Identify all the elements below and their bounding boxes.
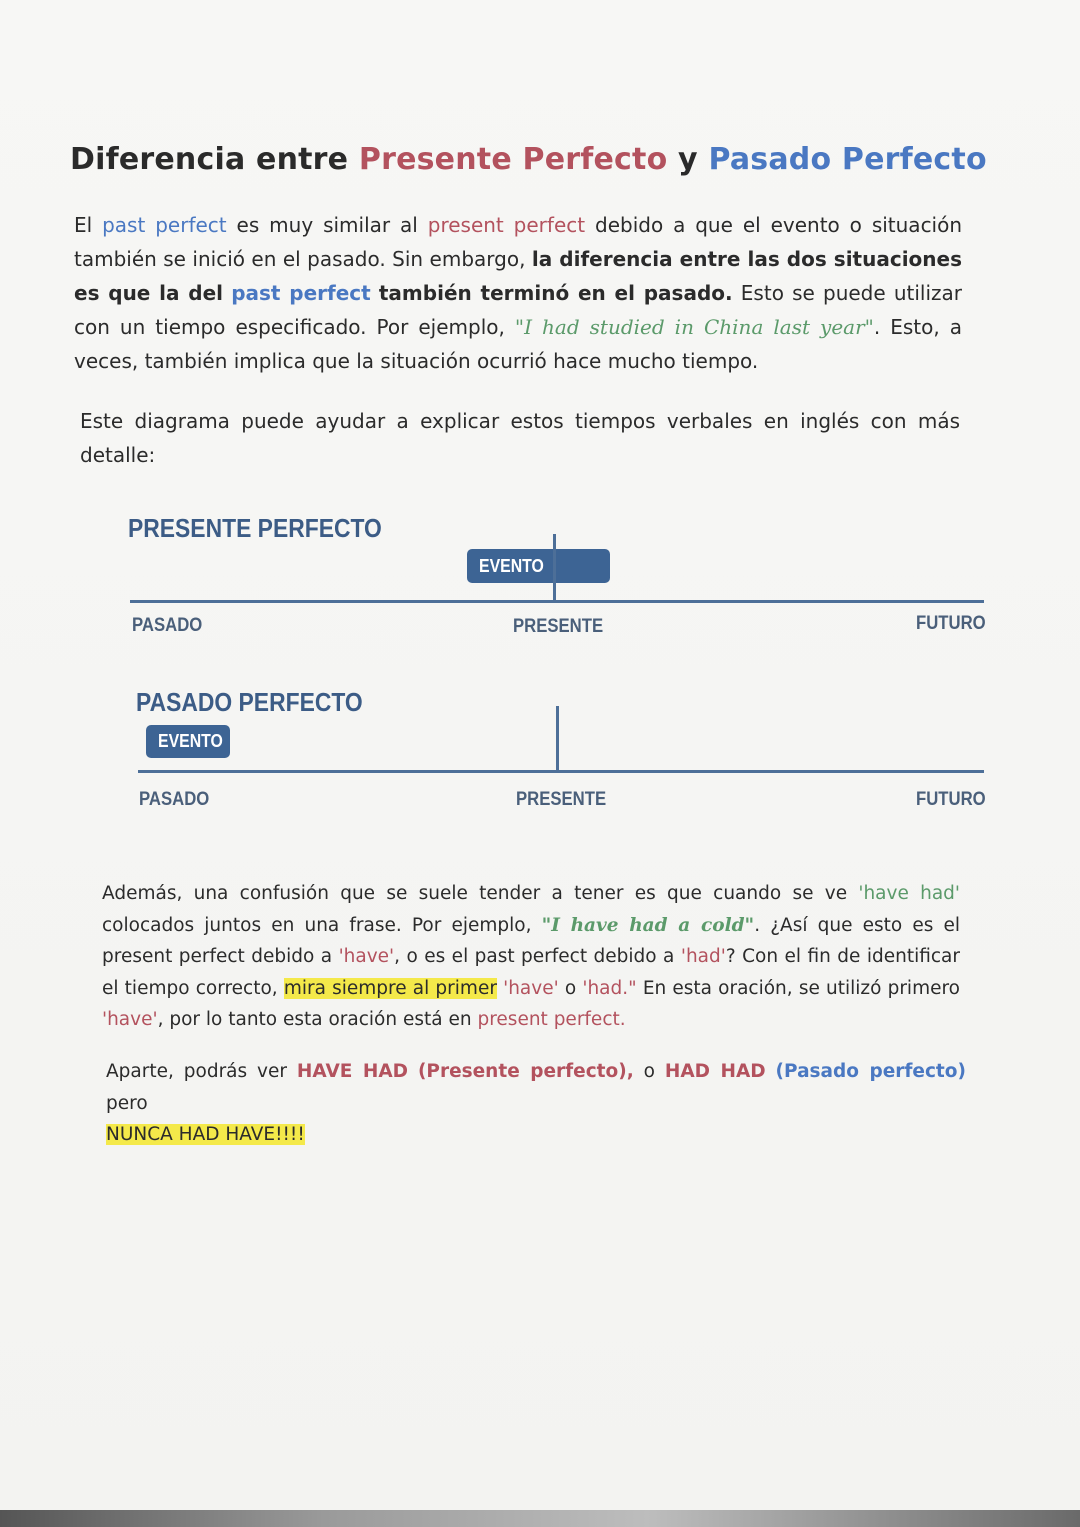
have-had-term: HAVE HAD	[296, 1061, 409, 1082]
quoted-have: 'have'	[338, 946, 395, 967]
intro-paragraph	[74, 208, 962, 378]
text: Aparte, podrás ver	[106, 1061, 287, 1082]
label-pasado: PASADO	[139, 789, 210, 810]
term-present-perfect: present perfect.	[477, 1009, 626, 1030]
label-futuro: FUTURO	[916, 789, 986, 810]
event-label: EVENTO	[479, 555, 544, 576]
present-tick	[553, 534, 556, 603]
text: , por lo tanto esta oración está en	[157, 1009, 472, 1030]
scan-edge	[0, 1510, 1080, 1527]
text: o	[643, 1061, 655, 1082]
text: ? Con el fin de identificar el tiempo correcto,	[102, 946, 961, 999]
past-perfect-timeline	[138, 770, 984, 773]
title-present-perfect: Presente Perfecto	[358, 142, 668, 177]
pasado-perfecto-note: (Pasado perfecto)	[775, 1061, 966, 1082]
text: , o es el past perfect debido a	[394, 946, 675, 967]
label-futuro: FUTURO	[916, 613, 986, 634]
term-past-perfect: past perfect	[102, 213, 227, 237]
rule-paragraph	[106, 1056, 966, 1151]
presente-perfecto-note: (Presente perfecto),	[417, 1061, 634, 1082]
past-perfect-event-box	[146, 725, 230, 758]
quoted-have-had: 'have had'	[858, 883, 960, 904]
text: debido a que el evento o situación también se inició en el pasado. Sin embargo,	[74, 213, 963, 271]
text: es muy similar al	[236, 213, 418, 237]
term-present-perfect: present perfect	[427, 213, 586, 237]
present-tick	[556, 706, 559, 773]
label-pasado: PASADO	[132, 615, 203, 636]
bold-text: también terminó en el pasado.	[378, 281, 733, 305]
diagram-present-perfect-title: PRESENTE PERFECTO	[128, 513, 382, 543]
highlighted-text: mira siempre al primer	[283, 977, 497, 999]
example-sentence: "I had studied in China last year"	[514, 315, 874, 339]
quoted-have: 'have'	[102, 1009, 158, 1030]
highlighted-warning: NUNCA HAD HAVE!!!!	[106, 1124, 305, 1145]
had-had-term: HAD HAD	[664, 1061, 766, 1082]
text: colocados juntos en una frase. Por ejemplo,	[102, 914, 532, 936]
bold-text: la diferencia entre las dos situaciones es que la del	[74, 247, 963, 305]
quoted-had: 'had'	[680, 946, 726, 967]
title-connector: y	[678, 142, 698, 177]
page-title	[70, 142, 987, 177]
text: . ¿Así que esto es el present perfect debido a	[102, 914, 960, 967]
event-label: EVENTO	[158, 731, 223, 751]
text: El	[74, 213, 93, 237]
title-past-perfect: Pasado Perfecto	[708, 142, 987, 177]
term-past-perfect-bold: past perfect	[231, 281, 371, 305]
present-perfect-event-box	[467, 549, 610, 583]
text: o	[564, 977, 577, 999]
label-presente: PRESENTE	[513, 616, 604, 637]
text: En esta oración, se utilizó primero	[642, 977, 960, 999]
diagram-intro-paragraph: Este diagrama puede ayudar a explicar estos tiempos verbales en inglés con más detalle:	[80, 409, 960, 467]
label-presente: PRESENTE	[516, 789, 607, 810]
example-sentence: "I have had a cold"	[541, 914, 755, 936]
quoted-have: 'have'	[503, 977, 559, 999]
text: Además, una confusión que se suele tender a tener es que cuando se ve	[102, 883, 848, 904]
present-perfect-timeline	[130, 600, 984, 603]
title-text: Diferencia entre	[70, 142, 349, 177]
text: pero	[106, 1092, 148, 1114]
text: . Esto, a veces, también implica que la situación ocurrió hace mucho tiempo.	[74, 315, 963, 373]
quoted-had: 'had."	[582, 977, 637, 999]
diagram-past-perfect-title: PASADO PERFECTO	[136, 687, 363, 717]
text: Esto se puede utilizar con un tiempo especificado. Por ejemplo,	[74, 281, 963, 339]
confusion-paragraph	[102, 878, 960, 1036]
